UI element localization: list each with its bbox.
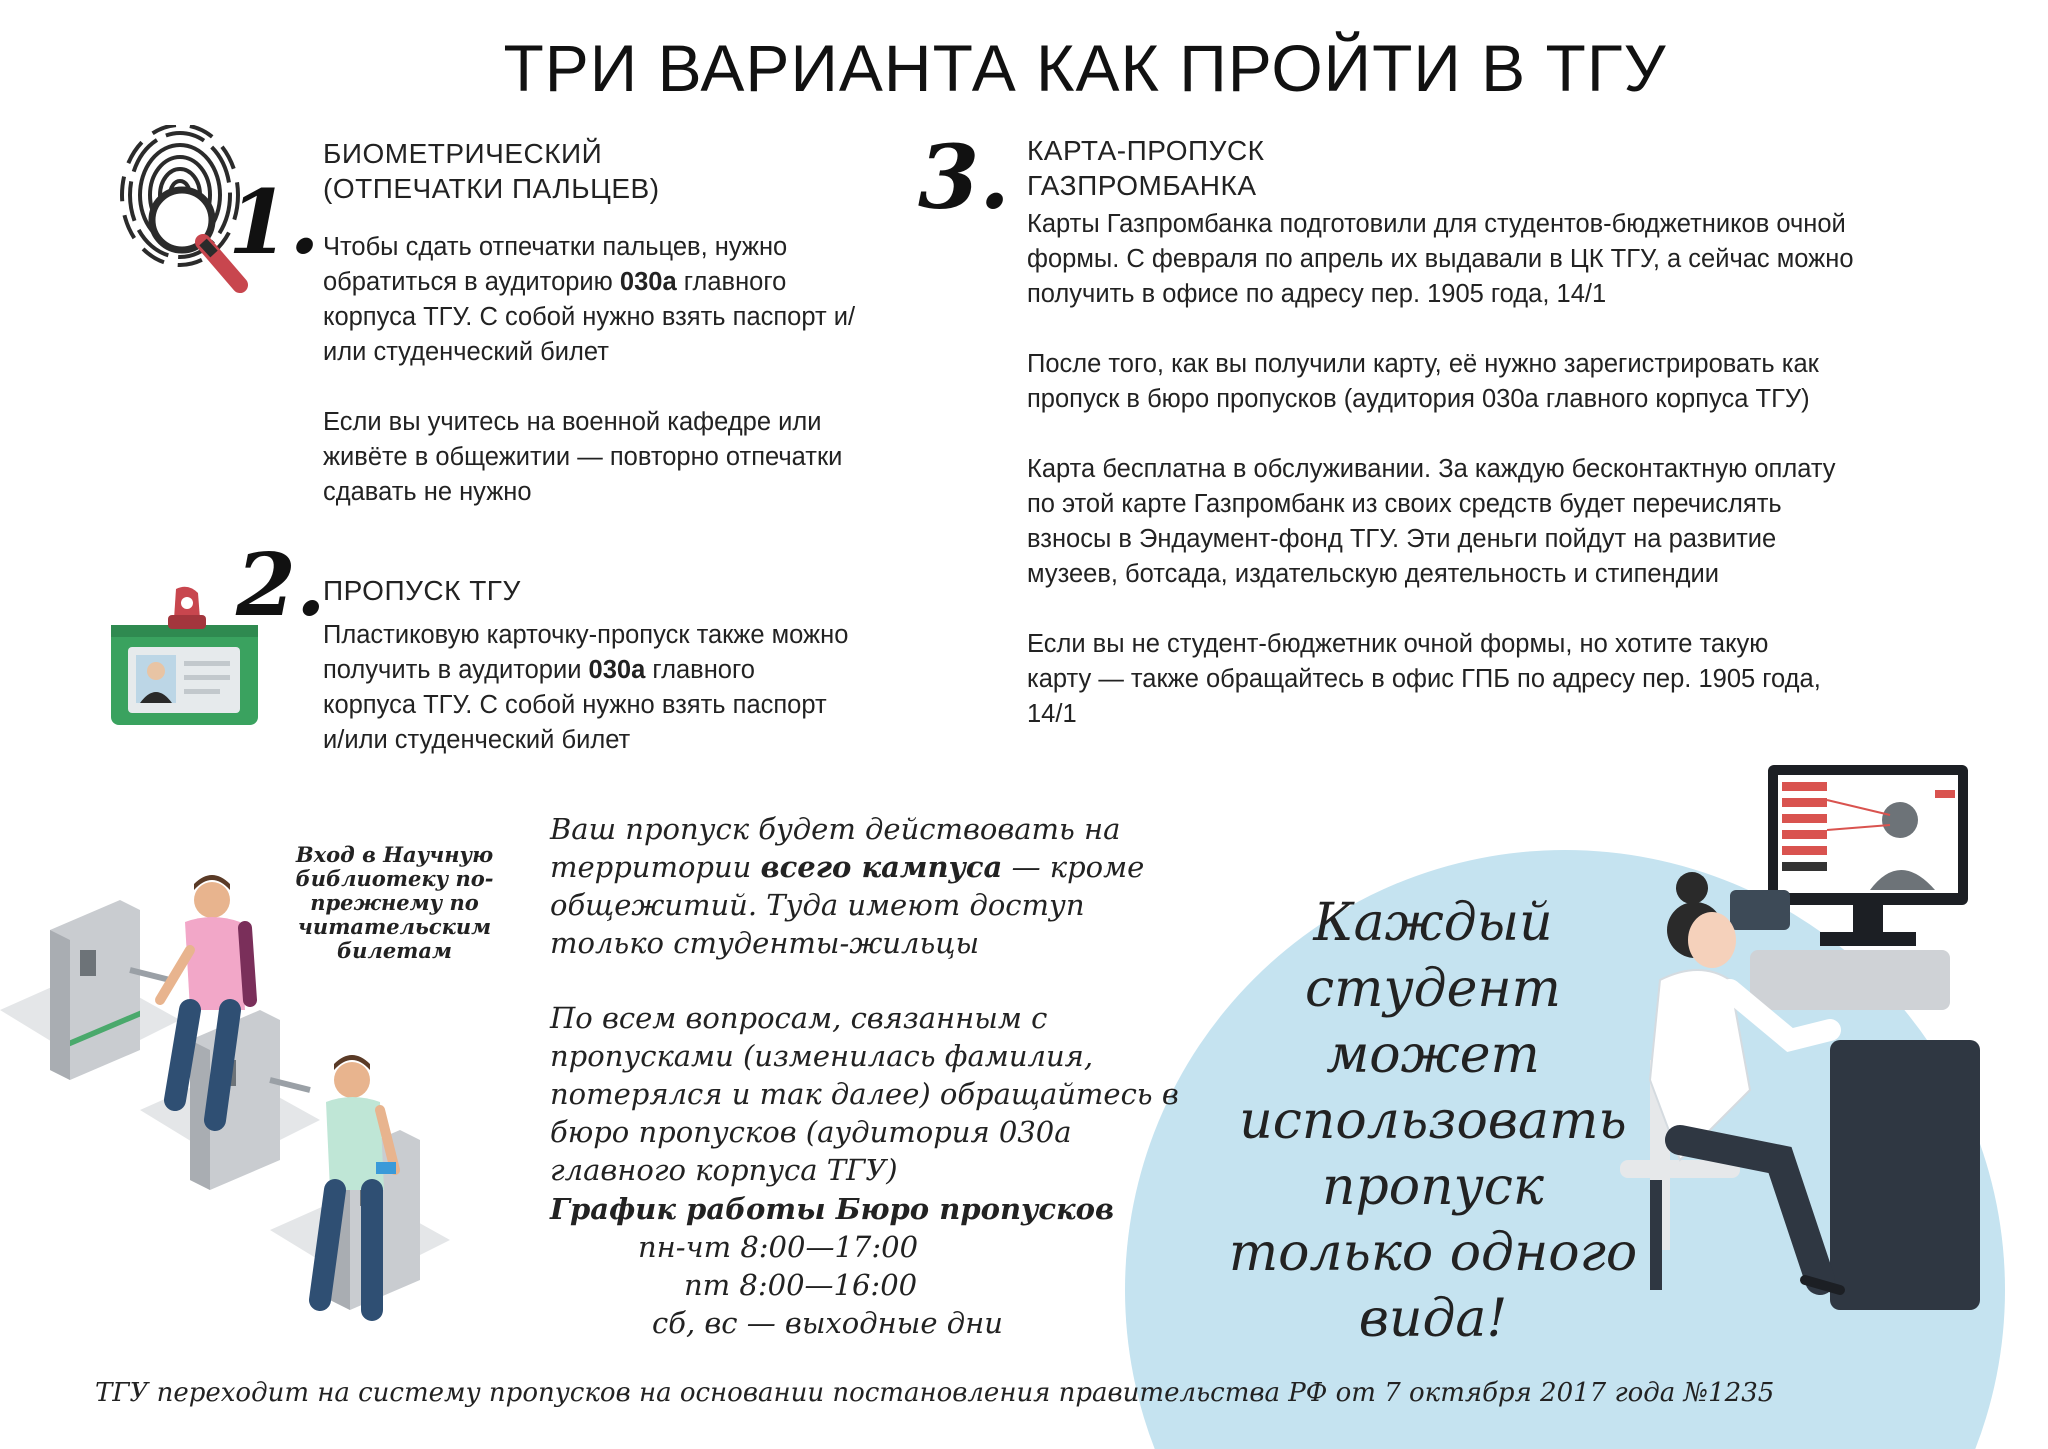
option1-paragraph1 [323,230,863,370]
option1-room: 030а [619,268,677,296]
option1-p1-after: главного корпуса ТГУ. С собой нужно взять паспорт и/или студенческий билет [323,268,856,366]
option3-heading-line2: ГАЗПРОМБАНКА [1027,170,1257,201]
campus-after: — кроме общежитий. Туда имеют доступ только студенты-жильцы [550,850,1145,960]
option2-text [323,618,853,758]
option3-paragraph3: Карта бесплатна в обслуживании. За каждую бесконтактную оплату по этой карте Газпромбанк из своих средств будет перечислять взносы в Эндаумент-фонд ТГУ. Эти деньги пойдут на развитие музеев, ботсада, издательскую деятельность и стипендии [1027,455,1836,588]
option1-p1-before: Чтобы сдать отпечатки пальцев, нужно обратиться в аудиторию [323,233,788,296]
campus-note [550,810,1190,962]
option1-text [323,230,863,510]
schedule-friday: пт 8:00—16:00 [684,1268,918,1302]
option3-paragraph1: Карты Газпромбанка подготовили для студентов-бюджетников очной формы. С февраля по апрель их выдавали в ЦК ТГУ, а сейчас можно получить в офисе по адресу пер. 1905 года, 14/1 [1027,210,1854,308]
option1-heading [323,136,660,206]
library-note: Вход в Научную библиотеку по-прежнему по читательским билетам [295,842,494,963]
option2-paragraph1 [323,618,853,758]
option3-number: 3. [918,125,1010,229]
option2-p1-before: Пластиковую карточку-пропуск также можно получить в аудитории [323,621,849,684]
option3-heading-line1: КАРТА-ПРОПУСК [1027,135,1265,166]
option1-heading-line1: БИОМЕТРИЧЕСКИЙ [323,138,603,169]
campus-bold: всего кампуса [760,850,1003,884]
schedule-weekdays: пн-чт 8:00—17:00 [638,1230,919,1264]
option2-room: 030а [588,656,646,684]
option1-paragraph2: Если вы учитесь на военной кафедре или живёте в общежитии — повторно отпечатки сдавать не нужно [323,408,843,506]
option3-paragraph2: После того, как вы получили карту, её нужно зарегистрировать как пропуск в бюро пропусков (аудитория 030а главного корпуса ТГУ) [1027,350,1819,413]
campus-before: Ваш пропуск будет действовать на территории [550,812,1121,884]
option2-p1-after: главного корпуса ТГУ. С собой нужно взять паспорт и/или студенческий билет [323,656,827,754]
schedule-title: График работы Бюро пропусков [550,1192,1115,1226]
option1-heading-line2: (ОТПЕЧАТКИ ПАЛЬЦЕВ) [323,173,660,204]
option2-number: 2. [236,535,326,636]
option2-heading: ПРОПУСК ТГУ [323,575,521,606]
option3-text [1027,207,1857,732]
option3-heading [1027,133,1265,203]
single-pass-note: Каждый студент может использовать пропуск только одного вида! [1228,893,1638,1349]
option3-paragraph4: Если вы не студент-бюджетник очной формы, но хотите такую карту — также обращайтесь в офис ГПБ по адресу пер. 1905 года, 14/1 [1027,630,1821,728]
footer-note: ТГУ переходит на систему пропусков на основании постановления правительства РФ от 7 октября 2017 года №1235 [95,1378,1775,1408]
schedule-weekend: сб, вс — выходные дни [652,1306,1003,1340]
option1-number: 1. [228,170,320,274]
face-scan-illustration [1590,760,1990,1320]
questions-note: По всем вопросам, связанным с пропусками (изменилась фамилия, потерялся и так далее) обращайтесь в бюро пропусков (аудитория 030а главного корпуса ТГУ) [550,1001,1179,1187]
page-title: ТРИ ВАРИАНТА КАК ПРОЙТИ В ТГУ [503,31,1667,105]
